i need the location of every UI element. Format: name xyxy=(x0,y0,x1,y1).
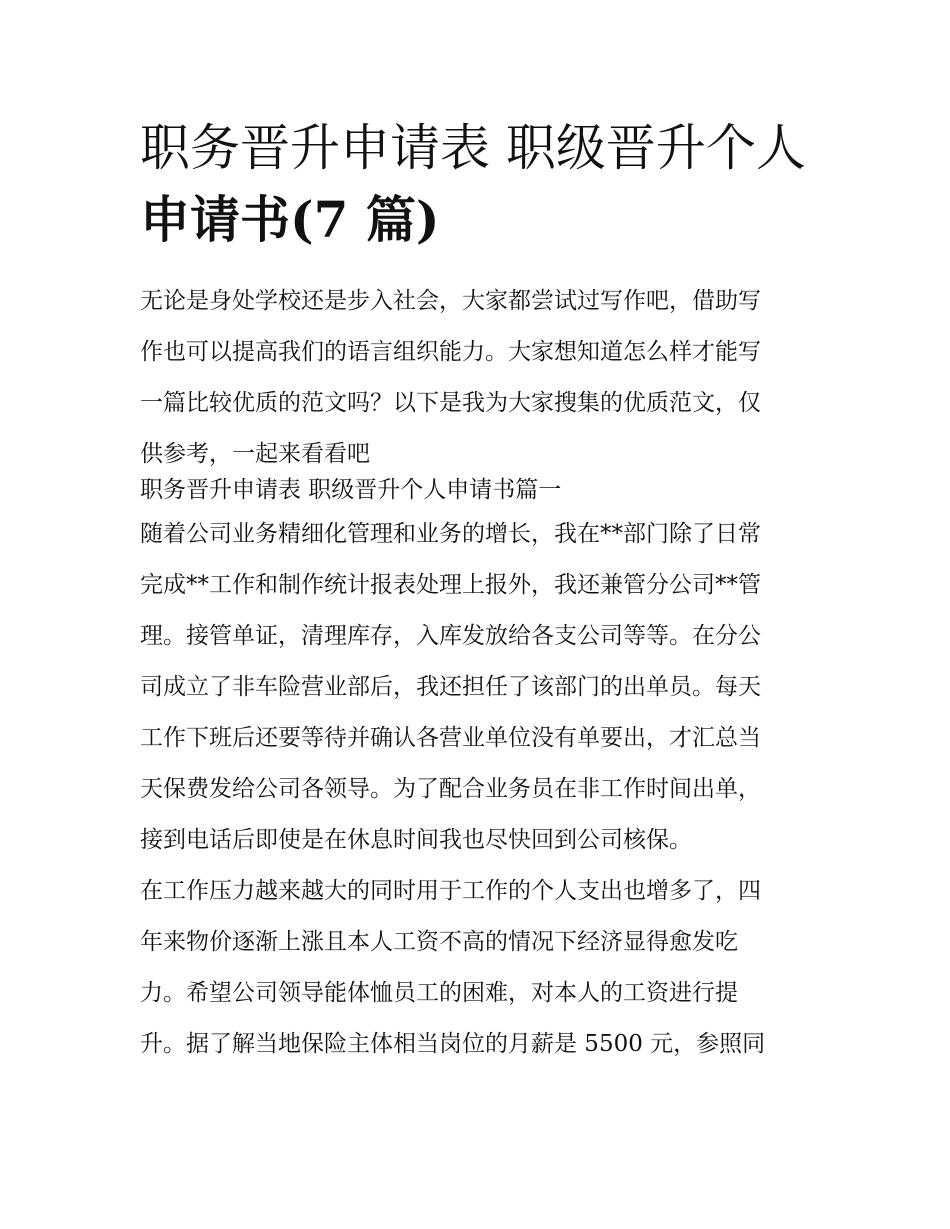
document-title xyxy=(140,112,830,256)
title-line-2: 申请书(7 篇) xyxy=(140,190,440,249)
title-line-1: 职务晋升申请表 职级晋升个人 xyxy=(140,119,806,177)
paragraph-line: 接到电话后即使是在休息时间我也尽快回到公司核保。 xyxy=(140,827,692,853)
paragraph-line: 在工作压力越来越大的同时用于工作的个人支出也增多了，四 xyxy=(140,878,761,904)
paragraph-line: 理。接管单证，清理库存，入库发放给各支公司等等。在分公 xyxy=(140,623,761,649)
body-paragraph-1 xyxy=(140,513,820,870)
paragraph-line: 完成**工作和制作统计报表处理上报外，我还兼管分公司**管 xyxy=(140,572,761,598)
intro-line: 无论是身处学校还是步入社会，大家都尝试过写作吧，借助写 xyxy=(140,288,761,314)
intro-line: 一篇比较优质的范文吗？以下是我为大家搜集的优质范文，仅 xyxy=(140,390,761,416)
paragraph-line: 工作下班后还要等待并确认各营业单位没有单要出，才汇总当 xyxy=(140,725,761,751)
paragraph-line: 年来物价逐渐上涨且本人工资不高的情况下经济显得愈发吃 xyxy=(140,929,738,955)
paragraph-line: 力。希望公司领导能体恤员工的困难，对本人的工资进行提 xyxy=(140,980,738,1006)
intro-paragraph xyxy=(140,280,820,469)
body-paragraph-2 xyxy=(140,870,820,1074)
document-body xyxy=(140,280,820,1074)
section-heading: 职务晋升申请表 职级晋升个人申请书篇一 xyxy=(140,477,562,503)
paragraph-line: 天保费发给公司各领导。为了配合业务员在非工作时间出单， xyxy=(140,776,761,802)
paragraph-line: 司成立了非车险营业部后，我还担任了该部门的出单员。每天 xyxy=(140,674,761,700)
intro-line: 供参考，一起来看看吧 xyxy=(140,441,370,467)
intro-line: 作也可以提高我们的语言组织能力。大家想知道怎么样才能写 xyxy=(140,339,761,365)
paragraph-line: 升。据了解当地保险主体相当岗位的月薪是 5500 元，参照同 xyxy=(140,1031,766,1057)
paragraph-line: 随着公司业务精细化管理和业务的增长，我在**部门除了日常 xyxy=(140,521,761,547)
